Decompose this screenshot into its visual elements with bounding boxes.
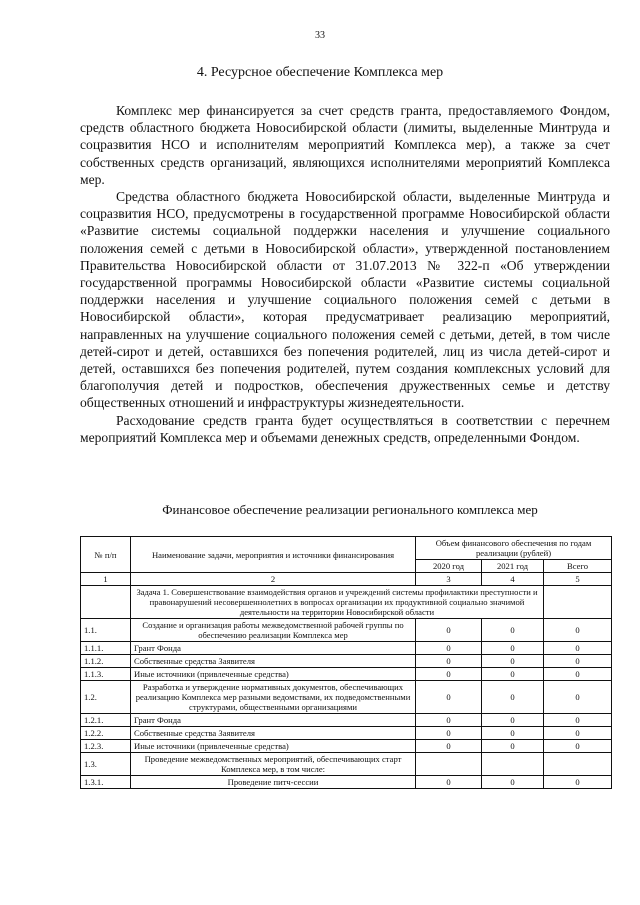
- table-row: [81, 642, 612, 655]
- row-2021: 0: [482, 655, 544, 668]
- row-num: 1.1.3.: [81, 668, 131, 681]
- row-2021: 0: [482, 740, 544, 753]
- row-total: 0: [544, 642, 612, 655]
- row-num: 1.3.: [81, 753, 131, 776]
- row-name: Создание и организация работы межведомственной рабочей группы по обеспечению реализации Комплекса мер: [131, 619, 416, 642]
- paragraph: Комплекс мер финансируется за счет средств гранта, предоставляемого Фондом, средств областного бюджета Новосибирской области (лимиты, выделенные Минтруда и соцразвития НСО и исполнителям мероприятий Комплекса мер), а также за счет собственных средств организаций, являющихся исполнителями мероприятий Комплекса мер.: [80, 103, 610, 187]
- header-total: Всего: [544, 560, 612, 573]
- table-row: [81, 727, 612, 740]
- row-num: 1.2.3.: [81, 740, 131, 753]
- row-2021: 0: [482, 776, 544, 789]
- table-row: [81, 753, 612, 776]
- row-total: 0: [544, 776, 612, 789]
- row-2020: 0: [416, 642, 482, 655]
- row-total: 0: [544, 727, 612, 740]
- table-row: [81, 776, 612, 789]
- row-num: 1.1.1.: [81, 642, 131, 655]
- row-num: 1.2.: [81, 681, 131, 714]
- row-num: 1.1.2.: [81, 655, 131, 668]
- task-row: [81, 586, 612, 619]
- col-number: 3: [416, 573, 482, 586]
- section-title: 4. Ресурсное обеспечение Комплекса мер: [196, 65, 444, 80]
- row-name: Собственные средства Заявителя: [131, 655, 416, 668]
- header-2021: 2021 год: [482, 560, 544, 573]
- row-total: 0: [544, 740, 612, 753]
- row-2020: 0: [416, 619, 482, 642]
- header-2020: 2020 год: [416, 560, 482, 573]
- body-text: [80, 102, 610, 446]
- row-num: 1.3.1.: [81, 776, 131, 789]
- row-2020: 0: [416, 776, 482, 789]
- row-num: 1.1.: [81, 619, 131, 642]
- row-2020: 0: [416, 714, 482, 727]
- task-num-cell: [81, 586, 131, 619]
- header-volume: Объем финансового обеспечения по годам реализации (рублей): [416, 537, 612, 560]
- row-2021: 0: [482, 714, 544, 727]
- row-2020: 0: [416, 655, 482, 668]
- col-number: 2: [131, 573, 416, 586]
- row-total: 0: [544, 714, 612, 727]
- col-number: 5: [544, 573, 612, 586]
- table-row: [81, 655, 612, 668]
- row-name: Иные источники (привлеченные средства): [131, 668, 416, 681]
- row-total: [544, 753, 612, 776]
- table-title: Финансовое обеспечение реализации регионального комплекса мер: [162, 502, 538, 517]
- row-total: 0: [544, 655, 612, 668]
- table-row: [81, 681, 612, 714]
- col-number: 1: [81, 573, 131, 586]
- row-total: 0: [544, 619, 612, 642]
- table-row: [81, 668, 612, 681]
- row-name: Проведение межведомственных мероприятий, обеспечивающих старт Комплекса мер, в том числе:: [131, 753, 416, 776]
- row-2020: 0: [416, 727, 482, 740]
- row-2021: 0: [482, 642, 544, 655]
- financing-table: [80, 536, 612, 789]
- table-body: [81, 619, 612, 789]
- column-number-row: [81, 573, 612, 586]
- row-2020: [416, 753, 482, 776]
- row-2021: 0: [482, 727, 544, 740]
- task-empty-cell: [544, 586, 612, 619]
- row-num: 1.2.1.: [81, 714, 131, 727]
- row-name: Проведение питч-сессии: [131, 776, 416, 789]
- row-name: Грант Фонда: [131, 714, 416, 727]
- row-name: Собственные средства Заявителя: [131, 727, 416, 740]
- row-2020: 0: [416, 681, 482, 714]
- row-name: Грант Фонда: [131, 642, 416, 655]
- row-2021: 0: [482, 668, 544, 681]
- row-num: 1.2.2.: [81, 727, 131, 740]
- header-num: № п/п: [81, 537, 131, 573]
- col-number: 4: [482, 573, 544, 586]
- row-2020: 0: [416, 740, 482, 753]
- table-row: [81, 714, 612, 727]
- row-2020: 0: [416, 668, 482, 681]
- row-name: Разработка и утверждение нормативных документов, обеспечивающих реализацию Комплекса мер разными ведомствами, их подведомственными структурами, общественными организациями: [131, 681, 416, 714]
- row-2021: [482, 753, 544, 776]
- paragraph: Расходование средств гранта будет осуществляться в соответствии с перечнем мероприятий Комплекса мер и объемами денежных средств, определенными Фондом.: [80, 412, 610, 445]
- paragraph: Средства областного бюджета Новосибирской области, выделенные Минтруда и соцразвития НСО, предусмотрены в государственной программе Новосибирской области «Развитие системы социальной поддержки населения и улучшение социального положения семей с детьми в Новосибирской области», утвержденной постановлением Правительства Новосибирской области от 31.07.2013 № 322-п «Об утверждении государственной программы Новосибирской области «Развитие системы социальной поддержки населения и улучшение социального положения семей с детьми в Новосибирской области», которая предусматривает реализацию мероприятий, направленных на улучшение социального положения семей с детьми, детей, в том числе детей-сирот и детей, оставшихся без попечения родителей, лиц из числа детей-сирот и детей, оставшихся без попечения родителей, путем создания комплексных условий для благополучия детей и подростков, обеспечения дружественных семье и детству общественных отношений и инфраструктуры жизнедеятельности.: [80, 189, 610, 411]
- row-total: 0: [544, 668, 612, 681]
- task-title: Задача 1. Совершенствование взаимодействия органов и учреждений системы профилактики преступности и правонарушений несовершеннолетних в вопросах организации их продуктивной социально значимой деятельности на территории Новосибирской области: [131, 586, 544, 619]
- row-2021: 0: [482, 619, 544, 642]
- table-row: [81, 619, 612, 642]
- row-total: 0: [544, 681, 612, 714]
- table-row: [81, 740, 612, 753]
- page-number: 33: [315, 30, 325, 41]
- row-2021: 0: [482, 681, 544, 714]
- header-name: Наименование задачи, мероприятия и источники финансирования: [131, 537, 416, 573]
- row-name: Иные источники (привлеченные средства): [131, 740, 416, 753]
